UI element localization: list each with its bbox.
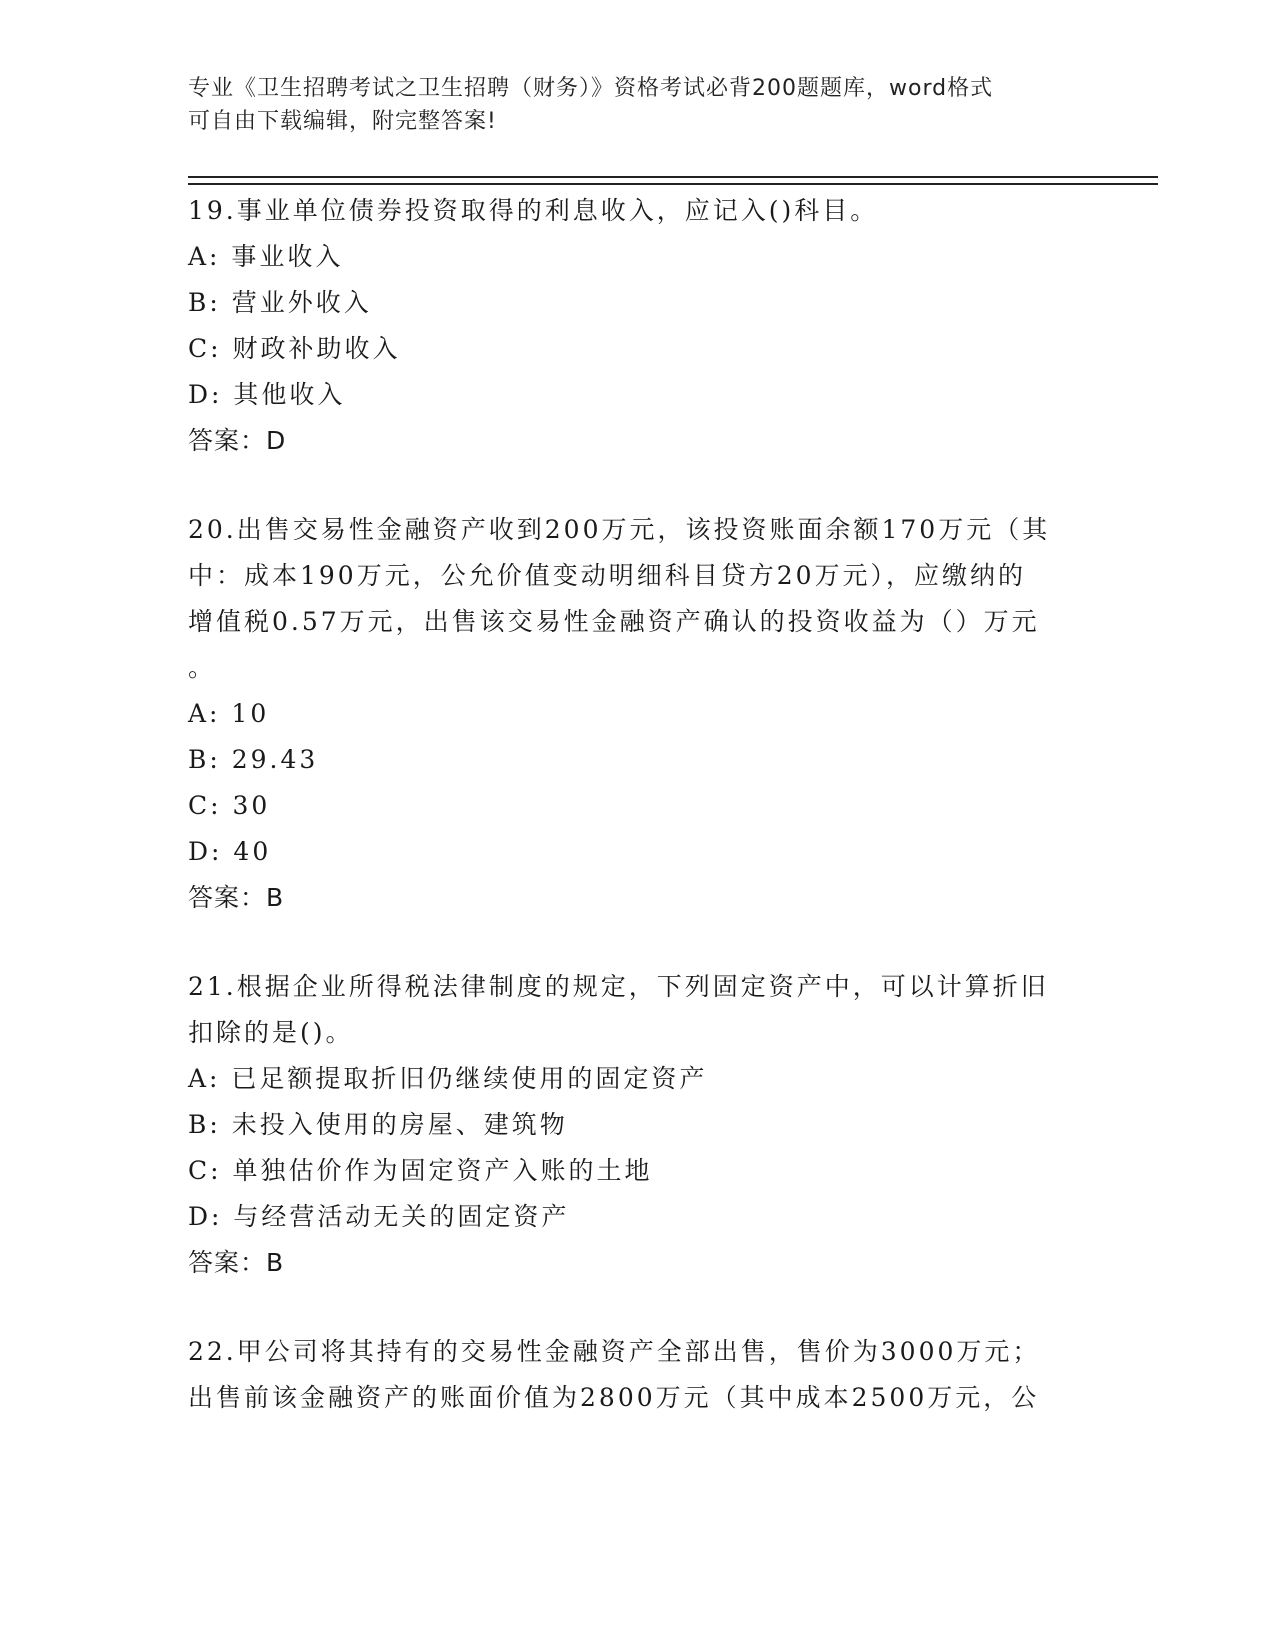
header-divider-bottom — [188, 183, 1158, 185]
question-text: 出售前该金融资产的账面价值为2800万元（其中成本2500万元，公 — [188, 1383, 1040, 1412]
question-text: 22.甲公司将其持有的交易性金融资产全部出售，售价为3000万元； — [188, 1337, 1041, 1366]
question-text: 中：成本190万元，公允价值变动明细科目贷方20万元），应缴纳的 — [188, 561, 1027, 590]
header-line: 专业《卫生招聘考试之卫生招聘（财务）》资格考试必背200题题库，word格式 — [188, 76, 994, 101]
option-a: A: 事业收入 — [188, 242, 344, 271]
option-a: A: 已足额提取折旧仍继续使用的固定资产 — [188, 1064, 708, 1093]
question-text: 增值税0.57万元，出售该交易性金融资产确认的投资收益为（）万元 — [188, 607, 1040, 636]
question-text: 扣除的是()。 — [188, 1018, 354, 1047]
question-text: 19.事业单位债券投资取得的利息收入，应记入()科目。 — [188, 196, 879, 225]
option-c: C: 30 — [188, 791, 271, 820]
header-divider-top — [188, 176, 1158, 178]
question-22 — [188, 1329, 1088, 1421]
question-text: 21.根据企业所得税法律制度的规定，下列固定资产中，可以计算折旧 — [188, 972, 1049, 1001]
question-text: 20.出售交易性金融资产收到200万元，该投资账面余额170万元（其 — [188, 515, 1051, 544]
option-a: A: 10 — [188, 699, 270, 728]
question-19 — [188, 188, 1088, 464]
answer-label: 答案：B — [188, 1248, 285, 1277]
option-c: C: 财政补助收入 — [188, 334, 401, 363]
option-b: B: 未投入使用的房屋、建筑物 — [188, 1110, 568, 1139]
question-list — [188, 188, 1088, 1421]
answer-label: 答案：D — [188, 426, 287, 455]
option-b: B: 29.43 — [188, 745, 319, 774]
question-21 — [188, 964, 1088, 1286]
header-line: 可自由下载编辑，附完整答案! — [188, 109, 497, 134]
document-header — [188, 72, 1068, 138]
question-text: 。 — [188, 653, 217, 682]
question-spacer — [188, 921, 1088, 964]
question-20 — [188, 507, 1088, 921]
option-b: B: 营业外收入 — [188, 288, 372, 317]
question-spacer — [188, 1286, 1088, 1329]
answer-label: 答案：B — [188, 883, 285, 912]
option-c: C: 单独估价作为固定资产入账的土地 — [188, 1156, 653, 1185]
option-d: D: 其他收入 — [188, 380, 346, 409]
question-spacer — [188, 464, 1088, 507]
option-d: D: 与经营活动无关的固定资产 — [188, 1202, 570, 1231]
option-d: D: 40 — [188, 837, 272, 866]
